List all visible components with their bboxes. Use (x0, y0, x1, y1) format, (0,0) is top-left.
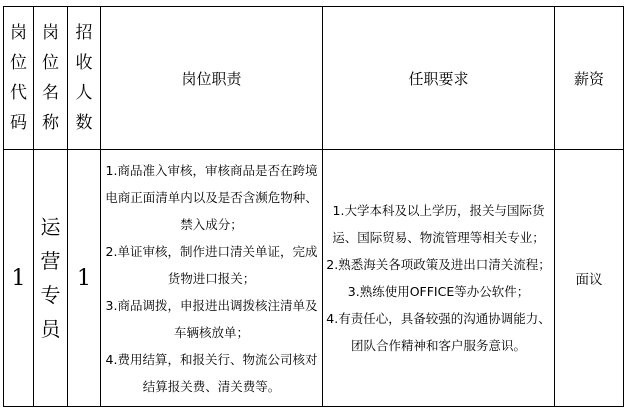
duty-item: 1.商品准入审核，审核商品是否在跨境电商正面清单内以及是否含濒危物种、禁入成分； (105, 162, 318, 232)
requirement-item: 1.大学本科及以上学历，报关与国际货运、国际贸易、物流管理等相关专业； (332, 203, 545, 245)
header-code: 岗位代码 (10, 23, 27, 133)
duty-item: 2.单证审核，制作进口清关单证，完成货物进口报关； (105, 243, 318, 286)
header-duties: 岗位职责 (181, 69, 242, 88)
salary-value: 面议 (575, 272, 603, 288)
cell-requirements (323, 150, 555, 407)
header-cell-name (34, 7, 68, 150)
job-posting-table (3, 6, 624, 407)
cell-code (4, 150, 34, 407)
table-row (4, 150, 624, 407)
cell-name (34, 150, 68, 407)
position-code: 1 (11, 265, 26, 291)
header-salary: 薪资 (573, 69, 604, 88)
header-cell-duties (101, 7, 323, 150)
duty-item: 3.商品调拨，申报进出调拨核注清单及车辆核放单； (105, 297, 318, 340)
header-cell-requirements (323, 7, 555, 150)
duty-item: 4.费用结算，和报关行、物流公司核对结算报关费、清关费等。 (105, 351, 318, 394)
header-cell-salary (555, 7, 624, 150)
requirement-item: 4.有责任心，具备较强的沟通协调能力、团队合作精神和客户服务意识。 (326, 311, 551, 353)
position-name: 运营专员 (40, 215, 61, 341)
header-count: 招收人数 (75, 23, 93, 133)
header-row (4, 7, 624, 150)
hire-count: 1 (77, 265, 91, 291)
cell-duties (101, 150, 323, 407)
cell-count (68, 150, 101, 407)
cell-salary (555, 150, 624, 407)
header-cell-count (68, 7, 101, 150)
header-name: 岗位名称 (42, 23, 59, 133)
requirement-item: 2.熟悉海关各项政策及进出口清关流程； (326, 257, 551, 272)
header-cell-code (4, 7, 34, 150)
header-requirements: 任职要求 (408, 69, 469, 88)
requirement-item: 3.熟练使用OFFICE等办公软件； (347, 284, 530, 299)
